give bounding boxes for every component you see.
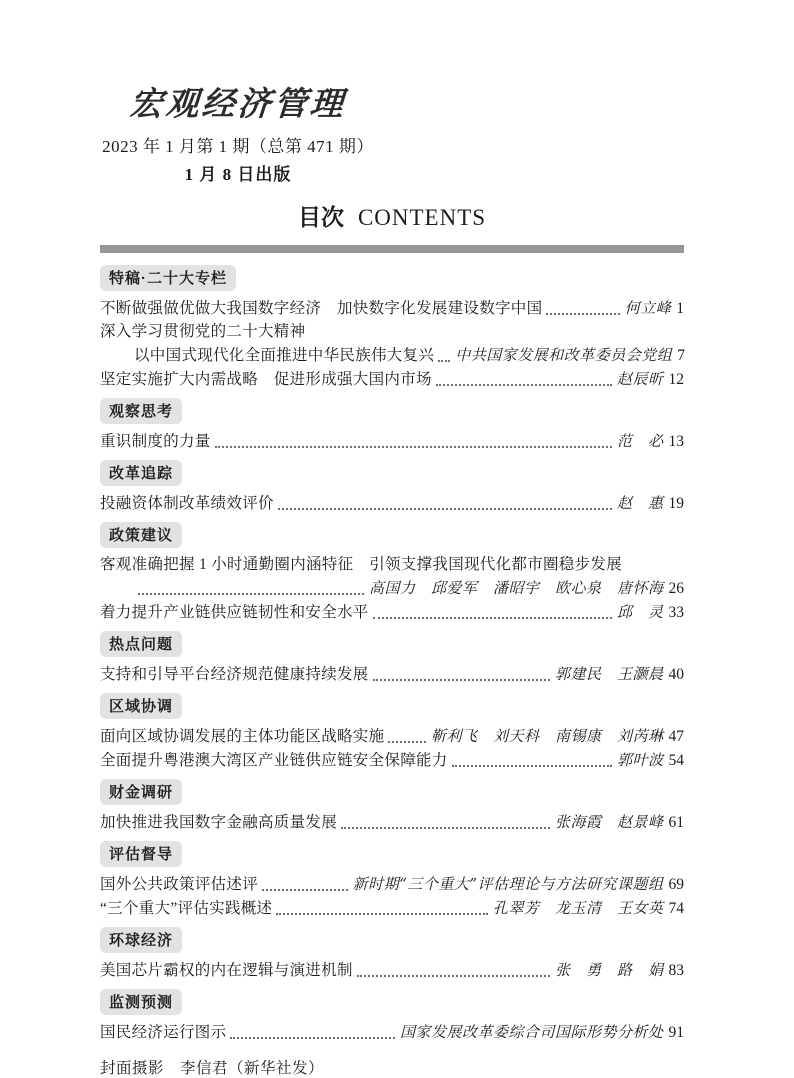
toc-section <box>100 693 684 772</box>
toc-entry-line <box>100 430 684 453</box>
divider-bar <box>100 245 684 253</box>
entry-authors: 张海霞 赵景峰 <box>554 813 664 831</box>
entry-page: 26 <box>668 580 684 597</box>
entry-authors: 新时期“三个重大”评估理论与方法研究课题组 <box>352 875 664 893</box>
dot-leader <box>436 384 612 386</box>
toc-entry-line <box>100 554 684 576</box>
section-label: 政策建议 <box>100 522 182 548</box>
toc-section <box>100 265 684 391</box>
toc-entry-line <box>100 725 684 748</box>
entry-title: “三个重大”评估实践概述 <box>100 900 273 917</box>
dot-leader <box>452 765 612 767</box>
entry-page: 83 <box>668 962 684 979</box>
toc-entry-line <box>100 321 684 343</box>
entry-authors: 靳利飞 刘天科 南锡康 刘芮琳 <box>430 727 664 745</box>
entry-page: 54 <box>668 752 684 769</box>
entry-authors: 赵 惠 <box>616 494 664 512</box>
toc-section <box>100 989 684 1044</box>
toc-section <box>100 522 684 624</box>
dot-leader <box>262 889 348 891</box>
dot-leader <box>230 1037 395 1039</box>
dot-leader <box>373 679 550 681</box>
entry-title: 支持和引导平台经济规范健康持续发展 <box>100 666 369 683</box>
entry-authors: 中共国家发展和改革委员会党组 <box>455 346 673 364</box>
toc-section <box>100 927 684 982</box>
dot-leader <box>546 313 619 315</box>
entry-page: 1 <box>676 300 684 317</box>
dot-leader <box>276 913 488 915</box>
section-label: 财金调研 <box>100 779 182 805</box>
toc-section <box>100 398 684 453</box>
entry-title: 美国芯片霸权的内在逻辑与演进机制 <box>100 962 353 979</box>
toc-section <box>100 779 684 834</box>
section-label: 监测预测 <box>100 989 182 1015</box>
dot-leader <box>357 975 550 977</box>
masthead <box>92 78 384 185</box>
dot-leader <box>341 827 550 829</box>
toc-sections <box>100 265 684 1044</box>
toc-entry-line <box>100 663 684 686</box>
entry-page: 19 <box>668 495 684 512</box>
entry-title: 全面提升粤港澳大湾区产业链供应链安全保障能力 <box>100 752 448 769</box>
entry-title: 着力提升产业链供应链韧性和安全水平 <box>100 604 369 621</box>
entry-authors: 郭叶波 <box>616 751 664 769</box>
entry-authors: 孔翠芳 龙玉清 王女英 <box>492 899 664 917</box>
entry-title: 深入学习贯彻党的二十大精神 <box>100 323 306 340</box>
dot-leader <box>138 593 364 595</box>
toc-entry-line <box>100 368 684 391</box>
section-label: 环球经济 <box>100 927 182 953</box>
dot-leader <box>438 360 450 362</box>
dot-leader <box>215 446 612 448</box>
entry-title: 面向区域协调发展的主体功能区战略实施 <box>100 728 385 745</box>
entry-page: 40 <box>668 666 684 683</box>
entry-title: 加快推进我国数字金融高质量发展 <box>100 814 338 831</box>
entry-authors: 邱 灵 <box>616 603 664 621</box>
entry-page: 69 <box>668 876 684 893</box>
issue-line: 2023 年 1 月第 1 期（总第 471 期） <box>102 137 374 156</box>
entry-title: 以中国式现代化全面推进中华民族伟大复兴 <box>134 347 435 364</box>
entry-title: 不断做强做优做大我国数字经济 加快数字化发展建设数字中国 <box>100 300 543 317</box>
toc-section <box>100 841 684 920</box>
section-label: 特稿·二十大专栏 <box>100 265 236 291</box>
entry-title: 客观准确把握 1 小时通勤圈内涵特征 引领支撑我国现代化都市圈稳步发展 <box>100 556 623 573</box>
toc-entry-line <box>100 1021 684 1044</box>
entry-page: 47 <box>668 728 684 745</box>
toc-entry-line <box>100 601 684 624</box>
toc-section <box>100 460 684 515</box>
entry-title: 投融资体制改革绩效评价 <box>100 495 274 512</box>
toc-title-cn: 目次 <box>297 204 344 230</box>
entry-title: 坚定实施扩大内需战略 促进形成强大国内市场 <box>100 371 432 388</box>
dot-leader <box>388 741 426 743</box>
toc-entry-line <box>100 297 684 320</box>
entry-authors: 国家发展改革委综合司国际形势分析处 <box>399 1023 664 1041</box>
section-label: 改革追踪 <box>100 460 182 486</box>
entry-page: 33 <box>668 604 684 621</box>
section-label: 热点问题 <box>100 631 182 657</box>
entry-page: 7 <box>677 347 685 364</box>
entry-title: 国外公共政策评估述评 <box>100 876 259 893</box>
toc-entry-line <box>100 897 684 920</box>
toc-entry-line <box>100 811 684 834</box>
toc-page <box>100 78 684 1078</box>
publish-line: 1 月 8 日出版 <box>184 165 292 184</box>
section-label: 评估督导 <box>100 841 182 867</box>
footer-line: 封面摄影 李信君（新华社发） <box>100 1060 325 1077</box>
entry-authors: 何立峰 <box>624 299 672 317</box>
dot-leader <box>373 617 612 619</box>
entry-page: 12 <box>668 371 684 388</box>
journal-logo: 宏观经济管理 <box>128 84 348 123</box>
toc-title <box>100 199 684 232</box>
section-label: 观察思考 <box>100 398 182 424</box>
entry-authors: 张 勇 路 娟 <box>554 961 664 979</box>
toc-title-en: CONTENTS <box>357 205 487 230</box>
dot-leader <box>278 508 612 510</box>
entry-authors: 范 必 <box>616 432 664 450</box>
entry-title: 国民经济运行图示 <box>100 1024 227 1041</box>
entry-page: 91 <box>668 1024 684 1041</box>
toc-entry-line <box>100 344 684 367</box>
toc-entry-line <box>100 873 684 896</box>
toc-entry-line <box>100 749 684 772</box>
section-label: 区域协调 <box>100 693 182 719</box>
toc-entry-line <box>100 492 684 515</box>
entry-authors: 赵辰昕 <box>616 370 664 388</box>
entry-title: 重识制度的力量 <box>100 433 211 450</box>
entry-authors: 高国力 邱爱军 潘昭宇 欧心泉 唐怀海 <box>368 579 664 597</box>
toc-entry-line <box>100 959 684 982</box>
toc-section <box>100 631 684 686</box>
entry-page: 74 <box>668 900 684 917</box>
entry-page: 61 <box>668 814 684 831</box>
entry-authors: 郭建民 王灏晨 <box>554 665 664 683</box>
toc-entry-line <box>100 577 684 600</box>
entry-page: 13 <box>668 433 684 450</box>
